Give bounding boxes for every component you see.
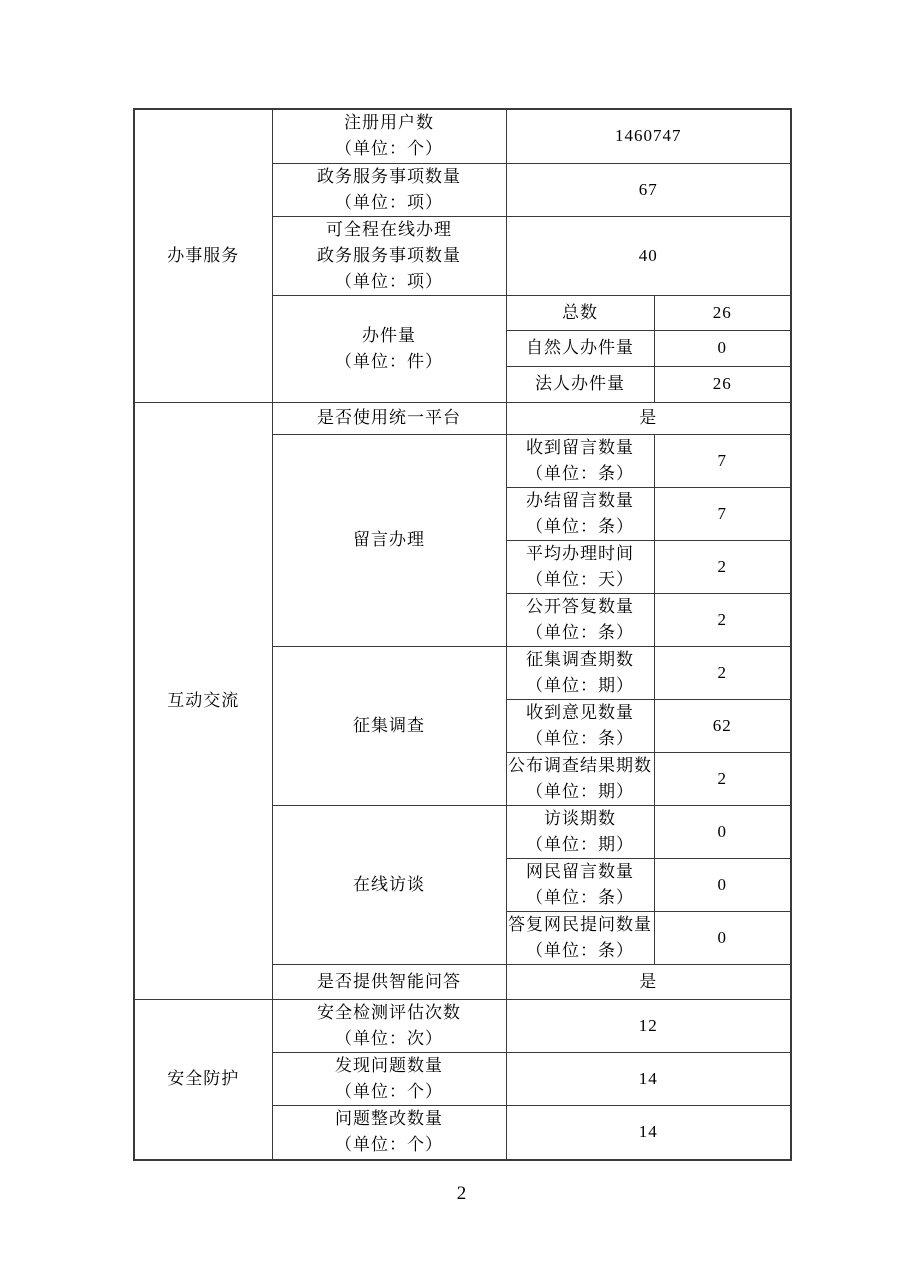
public-replies-label-cell (506, 593, 654, 646)
messages-received-label-cell (506, 434, 654, 487)
security-checks-value: 12 (506, 999, 791, 1052)
survey-periods-value: 2 (654, 646, 791, 699)
problems-fixed-value: 14 (506, 1105, 791, 1160)
messages-completed-unit: （单位：条） (526, 516, 634, 536)
cases-total-label: 总数 (506, 295, 654, 330)
section-label-services: 办事服务 (134, 109, 272, 402)
messages-completed-label: 办结留言数量 (526, 490, 634, 510)
security-checks-label-cell (272, 999, 506, 1052)
avg-handling-time-label-cell (506, 540, 654, 593)
survey-periods-unit: （单位：期） (526, 675, 634, 695)
messages-received-value: 7 (654, 434, 791, 487)
unified-platform-value: 是 (506, 402, 791, 434)
interview-periods-label-cell (506, 805, 654, 858)
netizen-messages-value: 0 (654, 858, 791, 911)
messages-completed-label-cell (506, 487, 654, 540)
netizen-messages-label-cell (506, 858, 654, 911)
problems-found-label: 发现问题数量 (335, 1055, 443, 1075)
registered-users-label: 注册用户数 (344, 113, 434, 133)
row-unified-platform (134, 402, 791, 434)
page-number: 2 (456, 1183, 467, 1204)
online-items-value: 40 (506, 216, 791, 295)
opinions-received-unit: （单位：条） (526, 728, 634, 748)
cases-unit: （单位：件） (335, 351, 443, 371)
security-checks-unit: （单位：次） (335, 1028, 443, 1048)
section-label-interaction: 互动交流 (134, 402, 272, 999)
problems-found-value: 14 (506, 1052, 791, 1105)
online-items-label-cell (272, 216, 506, 295)
online-items-label1: 可全程在线办理 (326, 219, 452, 239)
service-items-unit: （单位：项） (335, 192, 443, 212)
smart-qa-value: 是 (506, 964, 791, 999)
cases-natural-person-label: 自然人办件量 (506, 330, 654, 366)
messages-received-label: 收到留言数量 (526, 437, 634, 457)
online-items-unit: （单位：项） (335, 271, 443, 291)
surveys-label: 征集调查 (272, 646, 506, 805)
netizen-messages-unit: （单位：条） (526, 887, 634, 907)
service-items-value: 67 (506, 163, 791, 216)
unified-platform-label: 是否使用统一平台 (272, 402, 506, 434)
replies-to-netizens-value: 0 (654, 911, 791, 964)
registered-users-unit: （单位：个） (335, 139, 443, 159)
report-table (133, 108, 792, 1161)
problems-fixed-label: 问题整改数量 (335, 1109, 443, 1129)
public-replies-value: 2 (654, 593, 791, 646)
service-items-label-cell (272, 163, 506, 216)
service-items-label: 政务服务事项数量 (317, 166, 461, 186)
message-handling-label: 留言办理 (272, 434, 506, 646)
replies-to-netizens-label-cell (506, 911, 654, 964)
results-published-label: 公布调查结果期数 (508, 755, 652, 775)
smart-qa-label: 是否提供智能问答 (272, 964, 506, 999)
avg-handling-time-label: 平均办理时间 (526, 543, 634, 563)
avg-handling-time-value: 2 (654, 540, 791, 593)
security-checks-label: 安全检测评估次数 (317, 1002, 461, 1022)
survey-periods-label: 征集调查期数 (526, 649, 634, 669)
online-items-label2: 政务服务事项数量 (317, 245, 461, 265)
avg-handling-time-unit: （单位：天） (526, 569, 634, 589)
results-published-label-cell (506, 752, 654, 805)
problems-fixed-unit: （单位：个） (335, 1135, 443, 1155)
opinions-received-value: 62 (654, 699, 791, 752)
replies-to-netizens-unit: （单位：条） (526, 940, 634, 960)
cases-label: 办件量 (362, 325, 416, 345)
registered-users-value: 1460747 (506, 109, 791, 163)
interview-periods-unit: （单位：期） (526, 834, 634, 854)
public-replies-label: 公开答复数量 (526, 596, 634, 616)
cases-legal-person-value: 26 (654, 366, 791, 402)
messages-received-unit: （单位：条） (526, 463, 634, 483)
row-security-checks (134, 999, 791, 1052)
cases-legal-person-label: 法人办件量 (506, 366, 654, 402)
interview-periods-value: 0 (654, 805, 791, 858)
interview-periods-label: 访谈期数 (544, 808, 616, 828)
cases-label-cell (272, 295, 506, 402)
opinions-received-label: 收到意见数量 (526, 702, 634, 722)
interviews-label: 在线访谈 (272, 805, 506, 964)
results-published-value: 2 (654, 752, 791, 805)
section-label-security: 安全防护 (134, 999, 272, 1160)
netizen-messages-label: 网民留言数量 (526, 861, 634, 881)
results-published-unit: （单位：期） (526, 781, 634, 801)
messages-completed-value: 7 (654, 487, 791, 540)
problems-found-label-cell (272, 1052, 506, 1105)
replies-to-netizens-label: 答复网民提问数量 (508, 914, 652, 934)
cases-total-value: 26 (654, 295, 791, 330)
registered-users-label-cell (272, 109, 506, 163)
opinions-received-label-cell (506, 699, 654, 752)
public-replies-unit: （单位：条） (526, 622, 634, 642)
cases-natural-person-value: 0 (654, 330, 791, 366)
row-registered-users (134, 109, 791, 163)
problems-found-unit: （单位：个） (335, 1081, 443, 1101)
problems-fixed-label-cell (272, 1105, 506, 1160)
survey-periods-label-cell (506, 646, 654, 699)
